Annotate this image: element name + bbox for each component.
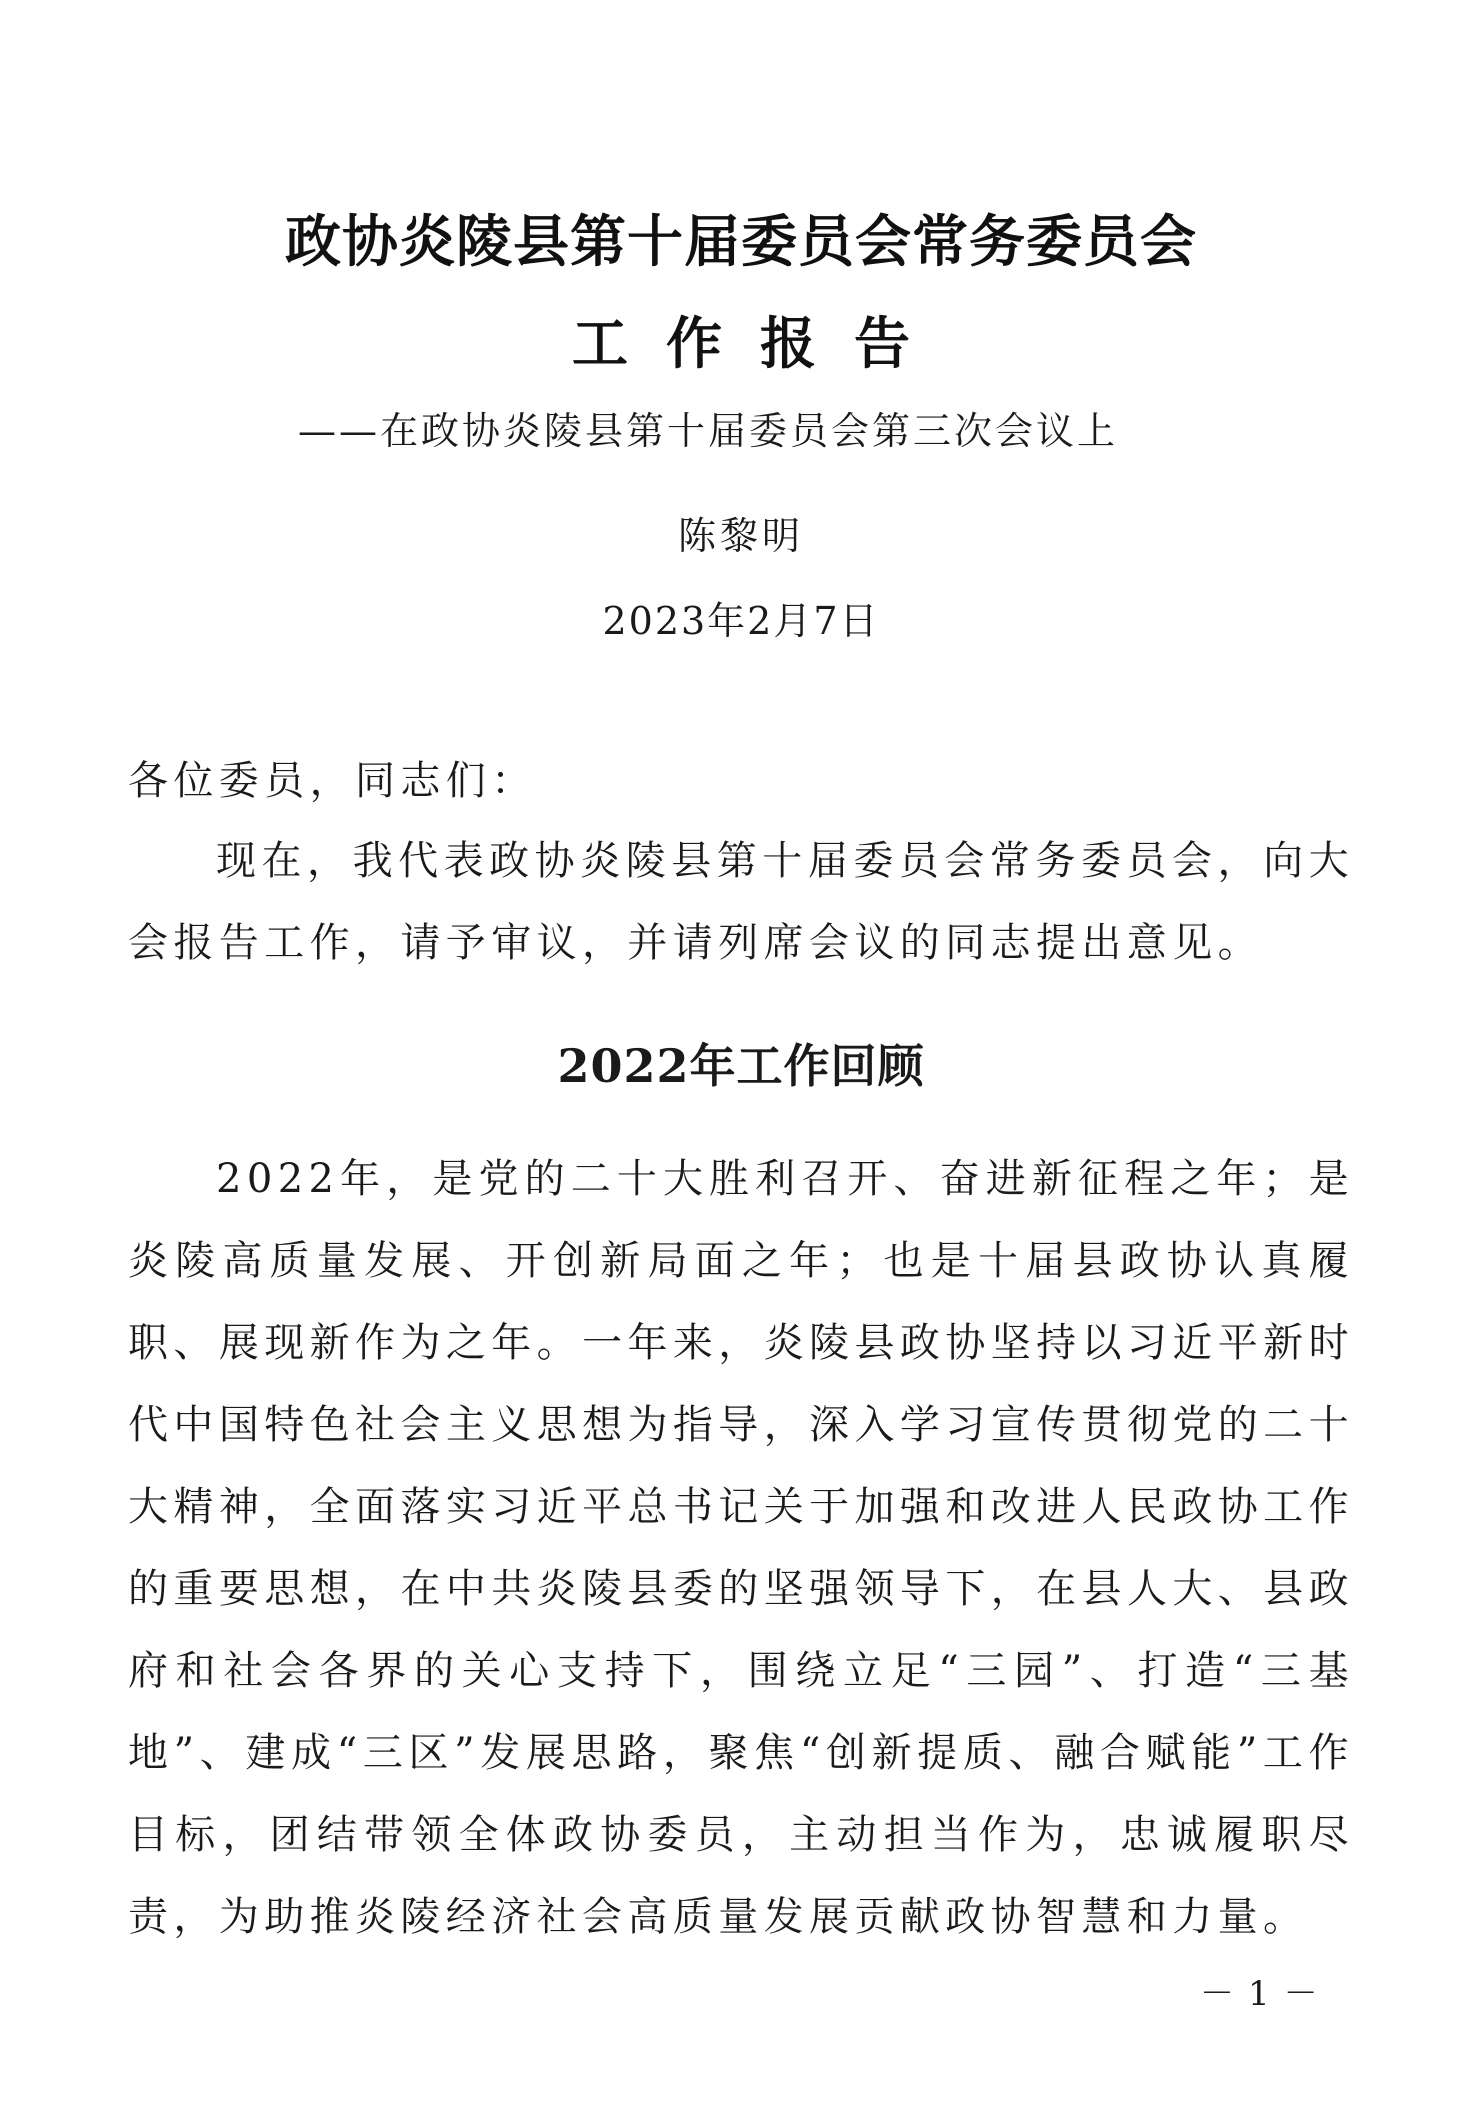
section-heading: 2022年工作回顾 — [557, 1039, 925, 1093]
review-paragraph: 2022年，是党的二十大胜利召开、奋进新征程之年；是炎陵高质量发展、开创新局面之年；也是十届县政协认真履职、展现新作为之年。一年来，炎陵县政协坚持以习近平新时代中国特色社会主义思想为指导，深入学习宣传贯彻党的二十大精神，全面落实习近平总书记关于加强和改进人民政协工作的重要思想，在中共炎陵县委的坚强领导下，在县人大、县政府和社会各界的关心支持下，围绕立足“三园”、打造“三基地”、建成“三区”发展思路，聚焦“创新提质、融合赋能”工作目标，团结带领全体政协委员，主动担当作为，忠诚履职尽责，为助推炎陵经济社会高质量发展贡献政协智慧和力量。 — [128, 1156, 1354, 1940]
salutation: 各位委员，同志们： — [128, 758, 537, 804]
page-number: －1－ — [1200, 1974, 1332, 2014]
report-title: 政协炎陵县第十届委员会常务委员会 — [285, 209, 1197, 275]
intro-paragraph: 现在，我代表政协炎陵县第十届委员会常务委员会，向大会报告工作，请予审议，并请列席会议的同志提出意见。 — [128, 838, 1354, 966]
report-title-work-report: 工作报告 — [572, 311, 948, 377]
report-date: 2023年2月7日 — [602, 599, 880, 643]
report-subtitle: ——在政协炎陵县第十届委员会第三次会议上 — [298, 409, 1119, 453]
report-author: 陈黎明 — [677, 514, 804, 558]
